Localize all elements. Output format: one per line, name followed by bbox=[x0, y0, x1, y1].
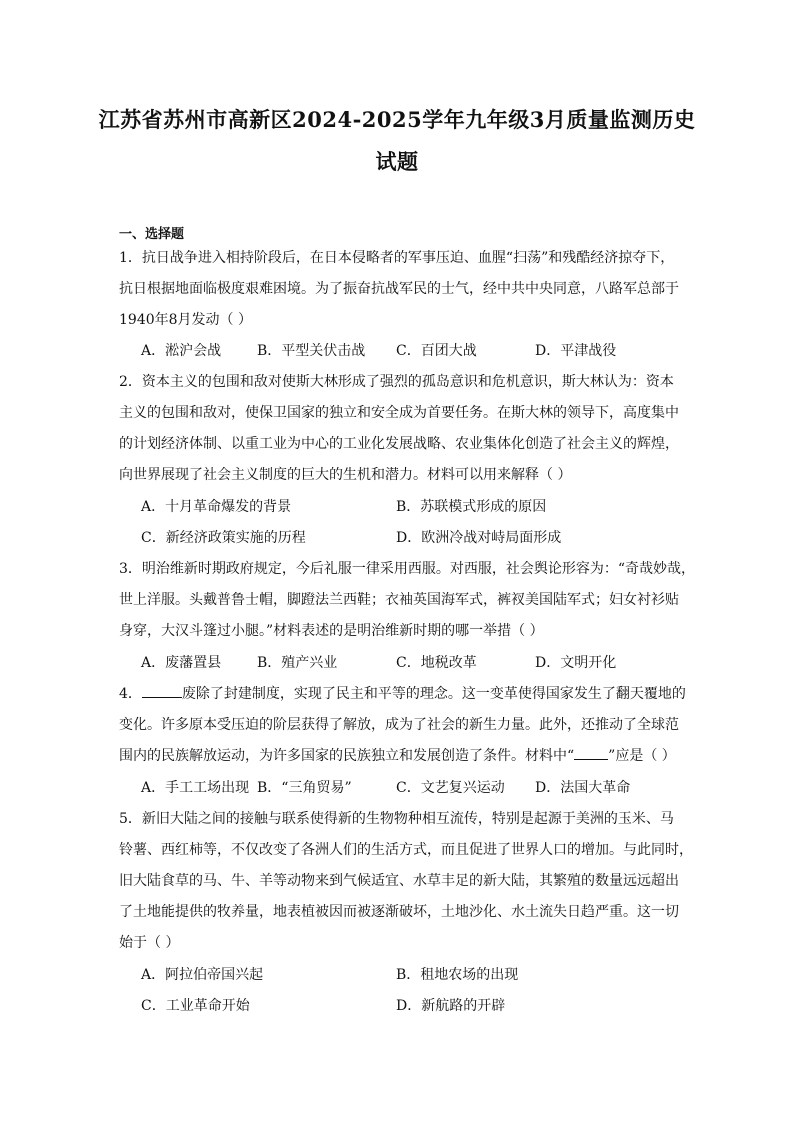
section-heading: 一、选择题 bbox=[119, 227, 185, 242]
question-text-line: 变化。许多原本受压迫的阶层获得了解放，成为了社会的新生力量。此外，还推动了全球范 bbox=[119, 717, 679, 733]
question-text-line: 旧大陆食草的马、牛、羊等动物来到气候适宜、水草丰足的新大陆，其繁殖的数量远远超出 bbox=[119, 873, 679, 889]
question-number: 4． bbox=[119, 686, 142, 702]
option-b[interactable]: B．殖产兴业 bbox=[257, 655, 338, 671]
question-text-line: 了土地能提供的牧养量，地表植被因而被逐渐破坏，土地沙化、水土流失日趋严重。这一切 bbox=[119, 904, 679, 920]
option-a[interactable]: A．淞沪会战 bbox=[141, 343, 222, 359]
option-a[interactable]: A．手工工场出现 bbox=[141, 780, 250, 796]
question-text-line: 主义的包围和敌对，使保卫国家的独立和安全成为首要任务。在斯大林的领导下，高度集中 bbox=[119, 405, 679, 421]
option-b[interactable]: B．平型关伏击战 bbox=[257, 343, 366, 359]
question-text-line: 的计划经济体制、以重工业为中心的工业化发展战略、农业集体化创造了社会主义的辉煌， bbox=[119, 436, 679, 452]
question-2 bbox=[119, 367, 679, 491]
option-b[interactable]: B．苏联模式形成的原因 bbox=[396, 499, 547, 515]
answer-blank bbox=[142, 683, 182, 698]
exam-title-line1: 江苏省苏州市高新区2024-2025学年九年级3月质量监测历史 bbox=[98, 107, 696, 132]
option-a[interactable]: A．废藩置县 bbox=[141, 655, 222, 671]
question-1 bbox=[119, 243, 679, 336]
option-a[interactable]: A．十月革命爆发的背景 bbox=[141, 499, 292, 515]
answer-blank bbox=[574, 745, 608, 760]
exam-title-line2: 试题 bbox=[375, 149, 419, 174]
option-c[interactable]: C．地税改革 bbox=[396, 655, 477, 671]
question-text: ”应是（ ） bbox=[608, 748, 676, 764]
option-b[interactable]: B．“三角贸易” bbox=[257, 780, 352, 796]
option-b[interactable]: B．租地农场的出现 bbox=[396, 967, 519, 983]
question-text-line: 铃薯、西红柿等，不仅改变了各洲人们的生活方式，而且促进了世界人口的增加。与此同时， bbox=[119, 842, 693, 858]
question-text-line bbox=[119, 679, 686, 710]
question-4 bbox=[119, 679, 686, 772]
question-text-line: 3．明治维新时期政府规定，今后礼服一律采用西服。对西服，社会舆论形容为：“奇哉妙哉， bbox=[119, 561, 696, 577]
question-text-line: 5．新旧大陆之间的接触与联系使得新的生物物种相互流传，特别是起源于美洲的玉米、马 bbox=[119, 811, 674, 827]
option-d[interactable]: D．新航路的开辟 bbox=[396, 998, 506, 1014]
option-d[interactable]: D．欧洲冷战对峙局面形成 bbox=[396, 530, 562, 546]
question-text-line: 身穿，大汉斗篷过小腿。”材料表述的是明治维新时期的哪一举措（ ） bbox=[119, 623, 544, 639]
question-text-line: 2．资本主义的包围和敌对使斯大林形成了强烈的孤岛意识和危机意识，斯大林认为：资本 bbox=[119, 374, 674, 390]
option-d[interactable]: D．法国大革命 bbox=[535, 780, 631, 796]
question-text-line bbox=[119, 741, 679, 772]
question-text-line: 世上洋服。头戴普鲁士帽，脚蹬法兰西鞋；衣袖英国海军式，裤衩美国陆军式；妇女衬衫贴 bbox=[119, 592, 679, 608]
option-c[interactable]: C．工业革命开始 bbox=[141, 998, 250, 1014]
option-c[interactable]: C．新经济政策实施的历程 bbox=[141, 530, 306, 546]
question-text: 废除了封建制度，实现了民主和平等的理念。这一变革使得国家发生了翻天覆地的 bbox=[181, 686, 686, 702]
question-text: 围内的民族解放运动，为许多国家的民族独立和发展创造了条件。材料中“ bbox=[119, 748, 575, 764]
question-5 bbox=[119, 804, 693, 959]
question-text-line: 始于（ ） bbox=[119, 935, 180, 951]
question-text-line: 抗日根据地面临极度艰难困境。为了振奋抗战军民的士气，经中共中央同意，八路军总部于 bbox=[119, 281, 679, 297]
question-text-line: 1．抗日战争进入相持阶段后，在日本侵略者的军事压迫、血腥“扫荡”和残酷经济掠夺下， bbox=[119, 250, 675, 266]
question-3 bbox=[119, 554, 696, 647]
question-text-line: 向世界展现了社会主义制度的巨大的生机和潜力。材料可以用来解释（ ） bbox=[119, 467, 572, 483]
option-c[interactable]: C．文艺复兴运动 bbox=[396, 780, 505, 796]
option-a[interactable]: A．阿拉伯帝国兴起 bbox=[141, 967, 264, 983]
option-c[interactable]: C．百团大战 bbox=[396, 343, 477, 359]
option-d[interactable]: D．文明开化 bbox=[535, 655, 617, 671]
question-text-line: 1940年8月发动（ ） bbox=[119, 312, 252, 328]
option-d[interactable]: D．平津战役 bbox=[535, 343, 617, 359]
